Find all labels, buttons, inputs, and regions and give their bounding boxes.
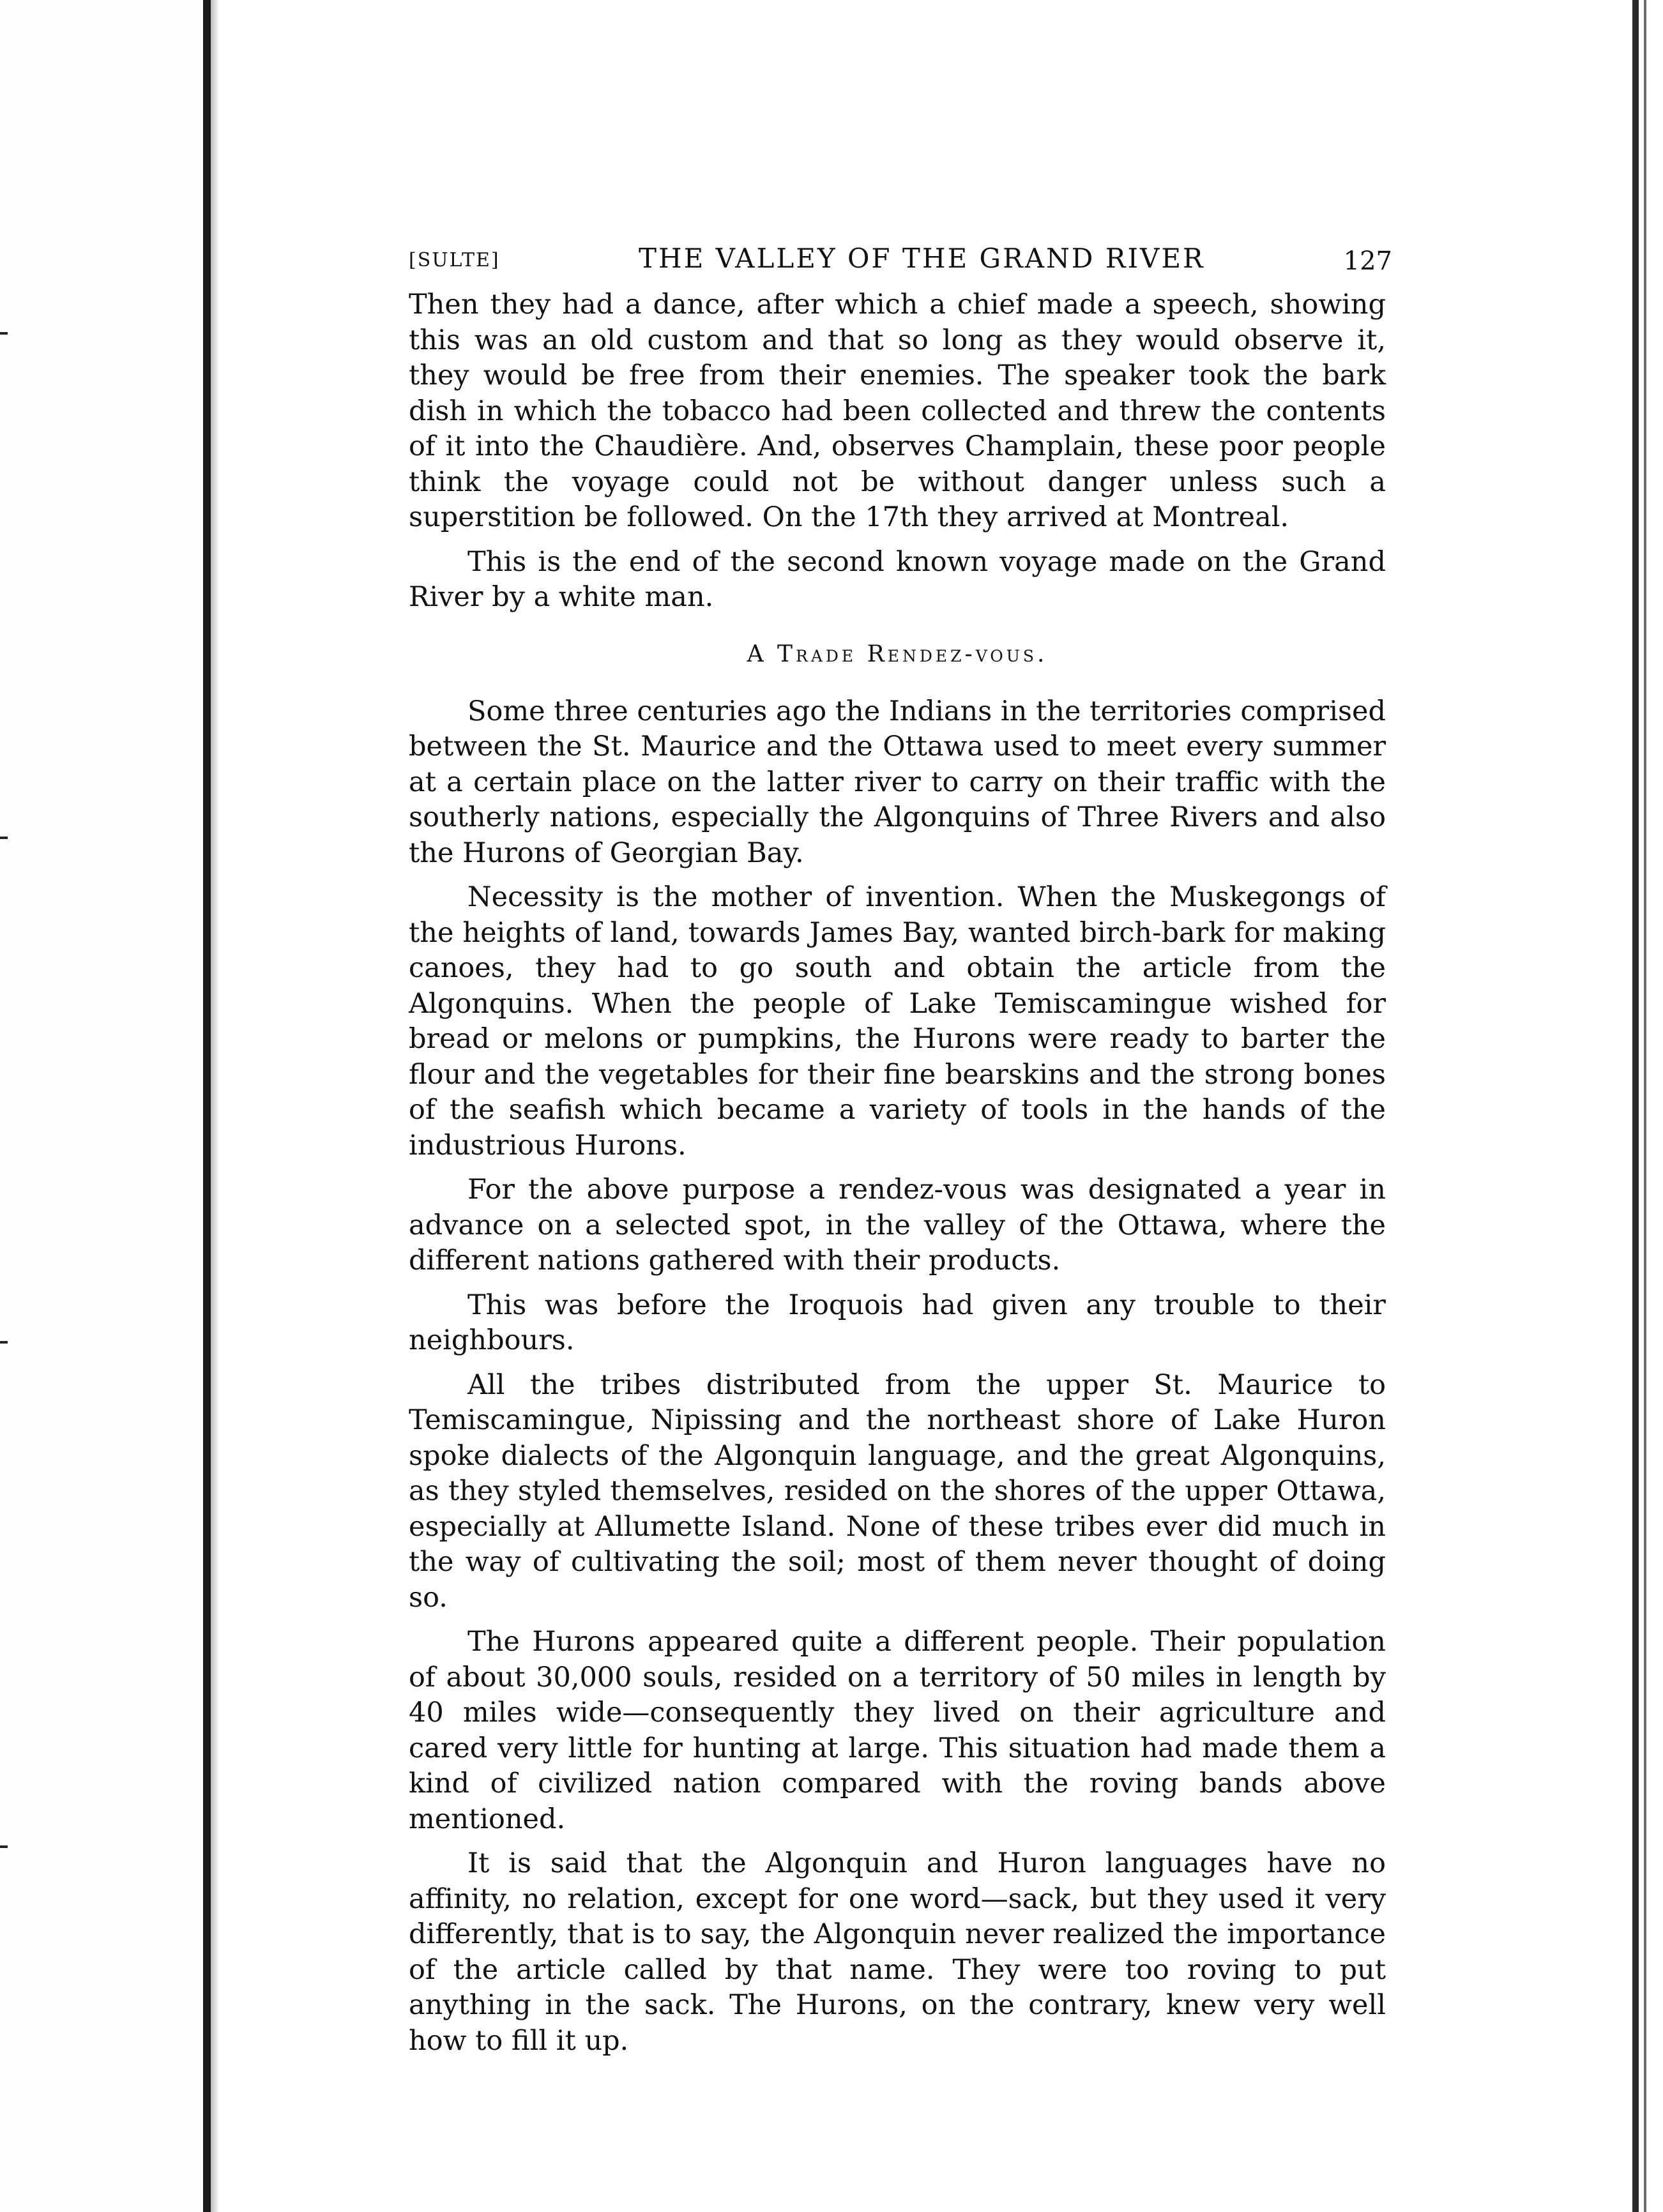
section-heading: A Trade Rendez-vous. — [747, 640, 1048, 667]
book-gutter-line — [203, 0, 211, 2212]
paragraph: Then they had a dance, after which a chief made a speech, showing this was an old custom and that so long as they would observe it, they would be free from their enemies. The speaker took the bark dish in which the tobacco had been collected and threw the contents of it into the Chaudière. And, observes Champlain, these poor people think the voyage could not be without danger unless such a superstition be followed. On the 17th they arrived at Montreal. — [409, 289, 1386, 533]
paragraph: It is said that the Algonquin and Huron languages have no affinity, no relation, except for one word—sack, but they used it very differently, that is to say, the Algonquin never realized the importance of the article called by that name. They were too roving to put anything in the sack. The Hurons, on the contrary, knew very well how to fill it up. — [409, 1847, 1386, 2057]
left-page-margin — [0, 0, 211, 2212]
running-head — [409, 243, 1392, 287]
margin-mark — [0, 837, 8, 839]
paragraph: All the tribes distributed from the upper St. Maurice to Temiscamingue, Nipissing and the northeast shore of Lake Huron spoke dialects of the Algonquin language, and the great Algonquins, as they styled themselves, resided on the shores of the upper Ottawa, especially at Allumette Island. None of these tribes ever did much in the way of cultivating the soil; most of them never thought of doing so. — [409, 1368, 1386, 1614]
running-head-author: [SULTE] — [409, 249, 500, 271]
book-gutter-shadow — [211, 0, 220, 2212]
page-right-edge — [1632, 0, 1639, 2212]
margin-mark — [0, 1845, 8, 1848]
page-content — [409, 243, 1392, 2068]
running-head-title: THE VALLEY OF THE GRAND RIVER — [639, 243, 1205, 274]
page-number: 127 — [1343, 246, 1392, 276]
margin-mark — [0, 1341, 8, 1344]
body-text — [409, 287, 1386, 2059]
page-right-edge-line — [1644, 0, 1646, 2212]
margin-mark — [0, 332, 8, 335]
paragraph: The Hurons appeared quite a different people. Their population of about 30,000 souls, resided on a territory of 50 miles in length by 40 miles wide—consequently they lived on their agriculture and cared very little for hunting at large. This situation had made them a kind of civilized nation compared with the roving bands above mentioned. — [409, 1626, 1386, 1835]
paragraph: This was before the Iroquois had given any trouble to their neighbours. — [409, 1289, 1386, 1356]
paragraph: Necessity is the mother of invention. When the Muskegongs of the heights of land, towards James Bay, wanted birch-bark for making canoes, they had to go south and obtain the article from the Algonquins. When the people of Lake Temiscamingue wished for bread or melons or pumpkins, the Hurons were ready to barter the flour and the vegetables for their fine bearskins and the strong bones of the seafish which became a variety of tools in the hands of the industrious Hurons. — [409, 881, 1386, 1162]
paragraph: This is the end of the second known voyage made on the Grand River by a white man. — [409, 545, 1386, 613]
paragraph: For the above purpose a rendez-vous was designated a year in advance on a selected spot, in the valley of the Ottawa, where the different nations gathered with their products. — [409, 1174, 1386, 1276]
paragraph: Some three centuries ago the Indians in the territories comprised between the St. Maurice and the Ottawa used to meet every summer at a certain place on the latter river to carry on their traffic with the southerly nations, especially the Algonquins of Three Rivers and also the Hurons of Georgian Bay. — [409, 695, 1386, 869]
